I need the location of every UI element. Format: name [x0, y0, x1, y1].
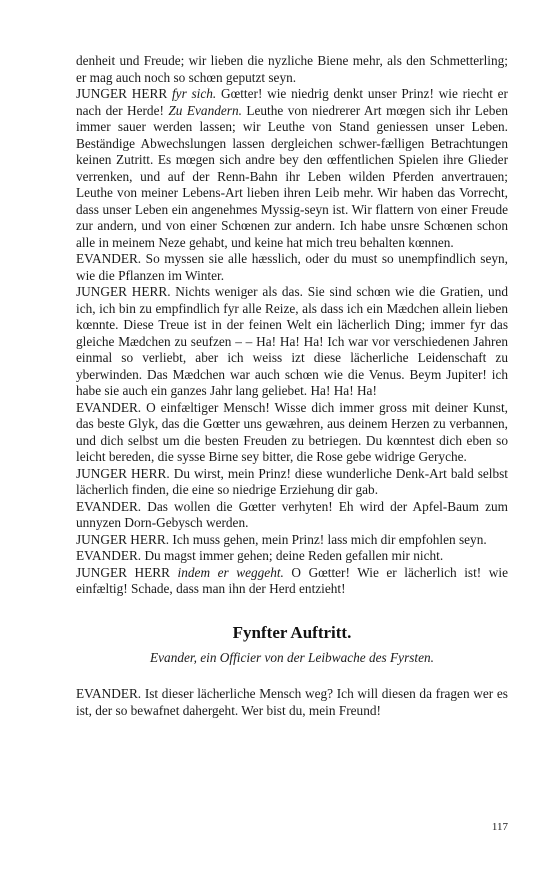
paragraph: [76, 400, 508, 466]
stage-direction: Zu Evandern.: [168, 102, 242, 118]
text-run: Leuthe von niedrerer Art mœgen sich ihr Leben immer sauer werden lassen; wir Leuthe von Stand geniessen unser Leben. Beständige Abwechslungen lassen dergleichen schwer-fælligen Betrachtungen keinen Zutritt. Es mœgen sich andre bey den œffentlichen Spielen ihre Glieder verrenken, und auf der Renn-Bahn ihr Leben wilden Pferden anvertrauen; Leuthe von meiner Lebens-Art lieben ihren Leib mehr. Wir haben das Vorrecht, dass unser Leben ein angenehmes Myssig-seyn ist. Wir flattern von einer Freude zur andern, und von einer Schœnen zur andern. Ich habe unsre Schœnen schon alle in meinem Neze gehabt, und keine hat mich treu behalten kœnnen.: [76, 102, 509, 250]
book-page: [76, 53, 508, 719]
text-run: JUNGER HERR. Du wirst, mein Prinz! diese wunderliche Denk-Art bald selbst lächerlich finden, die eine so niedrige Erziehung dir gab.: [76, 465, 508, 497]
paragraph: [76, 251, 508, 284]
paragraph: [76, 532, 508, 549]
text-run: JUNGER HERR: [76, 86, 172, 101]
paragraph: [76, 686, 508, 719]
text-run: Gœtter! wie niedrig denkt unser Prinz! wie riecht er nach der Herde!: [76, 86, 508, 118]
page-number: 117: [491, 821, 508, 833]
dialogue-block-after: [76, 686, 508, 719]
text-run: JUNGER HERR. Nichts weniger als das. Sie sind schœn wie die Gratien, und ich, ich bin zu empfindlich fyr alle Reize, als dass ich ein Mædchen allein lieben kœnnte. Diese Treue ist in der feinen Welt ein lächerlich Ding; immer fyr das gleiche Mædchen zu seufzen – – Ha! Ha! Ha! Ich war vor verschiedenen Jahren einmal so verliebt, aber ich weiss izt diese lächerliche Leidenschaft zu yberwinden. Das Mædchen war auch schœn wie die Venus. Beym Jupiter! ich habe sie auch ein ganzes Jahr lang geliebet. Ha! Ha! Ha!: [76, 284, 508, 398]
dialogue-block: [76, 53, 508, 598]
paragraph: [76, 466, 508, 499]
text-run: O Gœtter! Wie er lächerlich ist! wie einfæltig! Schade, dass man ihn der Herd entzieht!: [76, 564, 508, 596]
paragraph: [76, 86, 508, 251]
scene-heading: Fynfter Auftritt.: [232, 622, 352, 642]
paragraph: [76, 565, 508, 598]
text-run: JUNGER HERR: [76, 564, 178, 580]
paragraph: [76, 284, 508, 400]
paragraph: [76, 548, 508, 565]
paragraph: [76, 499, 508, 532]
paragraph: [76, 53, 508, 86]
stage-direction: indem er weggeht.: [177, 564, 284, 580]
stage-direction: fyr sich.: [171, 86, 217, 101]
scene-subtitle: Evander, ein Officier von der Leibwache des Fyrsten.: [150, 649, 434, 665]
text-run: EVANDER. Ist dieser lächerliche Mensch weg? Ich will diesen da fragen wer es ist, der so bewafnet dahergeht. Wer bist du, mein Freund!: [76, 686, 508, 718]
text-run: EVANDER. Das wollen die Gœtter verhyten! Eh wird der Apfel-Baum zum unnyzen Dorn-Gebysch werden.: [76, 498, 508, 530]
text-run: JUNGER HERR. Ich muss gehen, mein Prinz! lass mich dir empfohlen seyn.: [76, 531, 487, 547]
text-run: denheit und Freude; wir lieben die nyzliche Biene mehr, als den Schmetterling; er mag auch noch so schœn geputzt seyn.: [76, 53, 508, 85]
text-run: EVANDER. O einfæltiger Mensch! Wisse dich immer gross mit deiner Kunst, das beste Glyk, das die Gœtter uns gewæhren, aus deinem Herzen zu verbannen, und dich selbst um die besten Freuden zu betriegen. Du kœnntest dich eben so leicht bereden, die sysse Birne sey bitter, die Rose gebe widrige Geryche.: [76, 399, 508, 464]
text-run: EVANDER. So myssen sie alle hæsslich, oder du must so unempfindlich seyn, wie die Pflanzen im Winter.: [76, 251, 508, 283]
text-run: EVANDER. Du magst immer gehen; deine Reden gefallen mir nicht.: [76, 548, 444, 563]
